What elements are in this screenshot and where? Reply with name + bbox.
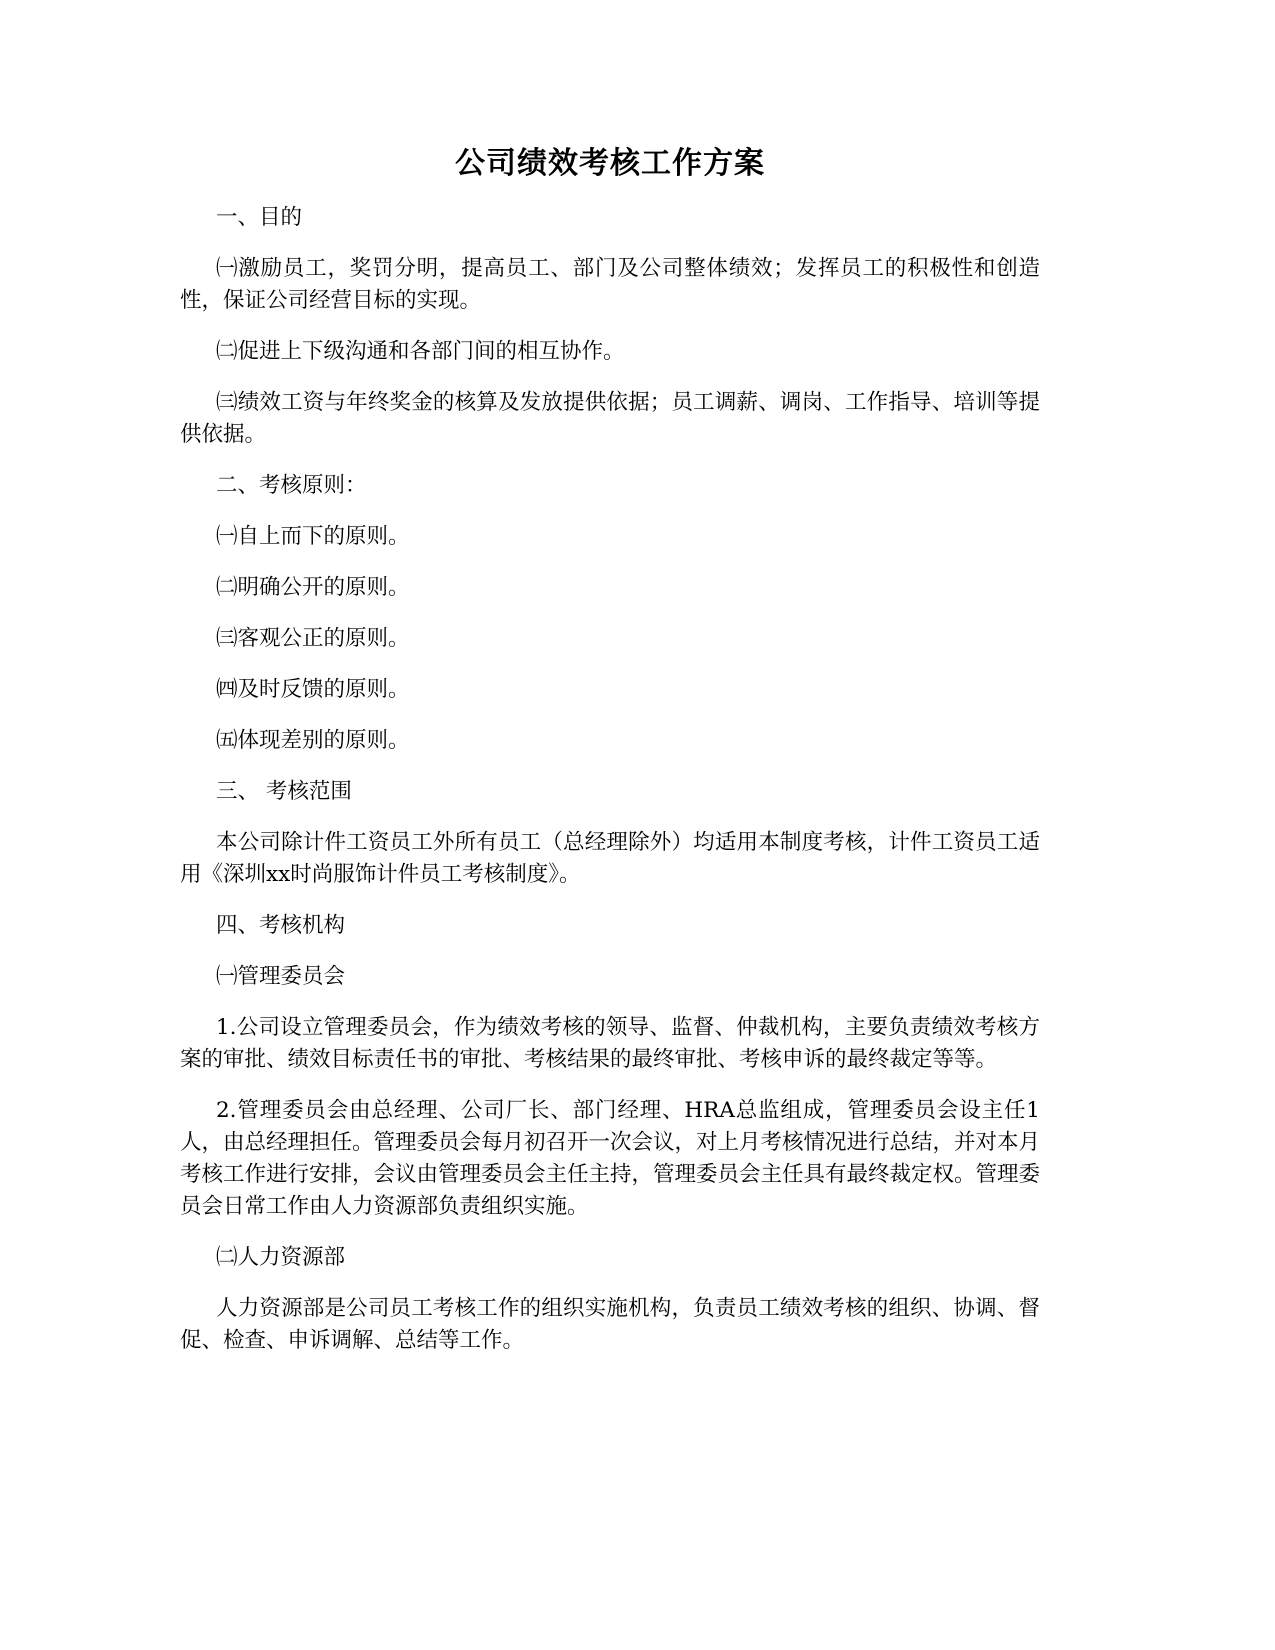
- paragraph: 1.公司设立管理委员会，作为绩效考核的领导、监督、仲裁机构，主要负责绩效考核方案的审批、绩效目标责任书的审批、考核结果的最终审批、考核申诉的最终裁定等等。: [180, 1015, 1040, 1072]
- paragraph: ㈣及时反馈的原则。: [216, 677, 410, 702]
- paragraph: ㈠自上而下的原则。: [216, 524, 410, 549]
- document-page: [180, 140, 1040, 1376]
- paragraph: ㈠激励员工，奖罚分明，提高员工、部门及公司整体绩效；发挥员工的积极性和创造性，保证公司经营目标的实现。: [180, 256, 1040, 313]
- paragraph: 本公司除计件工资员工外所有员工（总经理除外）均适用本制度考核，计件工资员工适用《深圳xx时尚服饰计件员工考核制度》。: [180, 830, 1040, 887]
- section-heading-principles: 二、考核原则：: [216, 473, 367, 498]
- paragraph: ㈤体现差别的原则。: [216, 728, 410, 753]
- section-heading-purpose: 一、目的: [216, 205, 303, 230]
- paragraph: ㈡明确公开的原则。: [216, 575, 410, 600]
- paragraph: 2.管理委员会由总经理、公司厂长、部门经理、HRA总监组成，管理委员会设主任1人，由总经理担任。管理委员会每月初召开一次会议，对上月考核情况进行总结，并对本月考核工作进行安排，会议由管理委员会主任主持，管理委员会主任具有最终裁定权。管理委员会日常工作由人力资源部负责组织实施。: [180, 1098, 1041, 1219]
- subheading-committee: ㈠管理委员会: [216, 964, 346, 989]
- document-title: 公司绩效考核工作方案: [455, 146, 765, 181]
- paragraph: ㈢客观公正的原则。: [216, 626, 410, 651]
- paragraph: 人力资源部是公司员工考核工作的组织实施机构，负责员工绩效考核的组织、协调、督促、检查、申诉调解、总结等工作。: [180, 1296, 1040, 1353]
- paragraph: ㈡促进上下级沟通和各部门间的相互协作。: [216, 339, 625, 364]
- section-heading-scope: 三、 考核范围: [216, 779, 352, 804]
- subheading-hr-department: ㈡人力资源部: [216, 1245, 346, 1270]
- paragraph: ㈢绩效工资与年终奖金的核算及发放提供依据；员工调薪、调岗、工作指导、培训等提供依据。: [180, 390, 1040, 447]
- section-heading-organization: 四、考核机构: [216, 913, 346, 938]
